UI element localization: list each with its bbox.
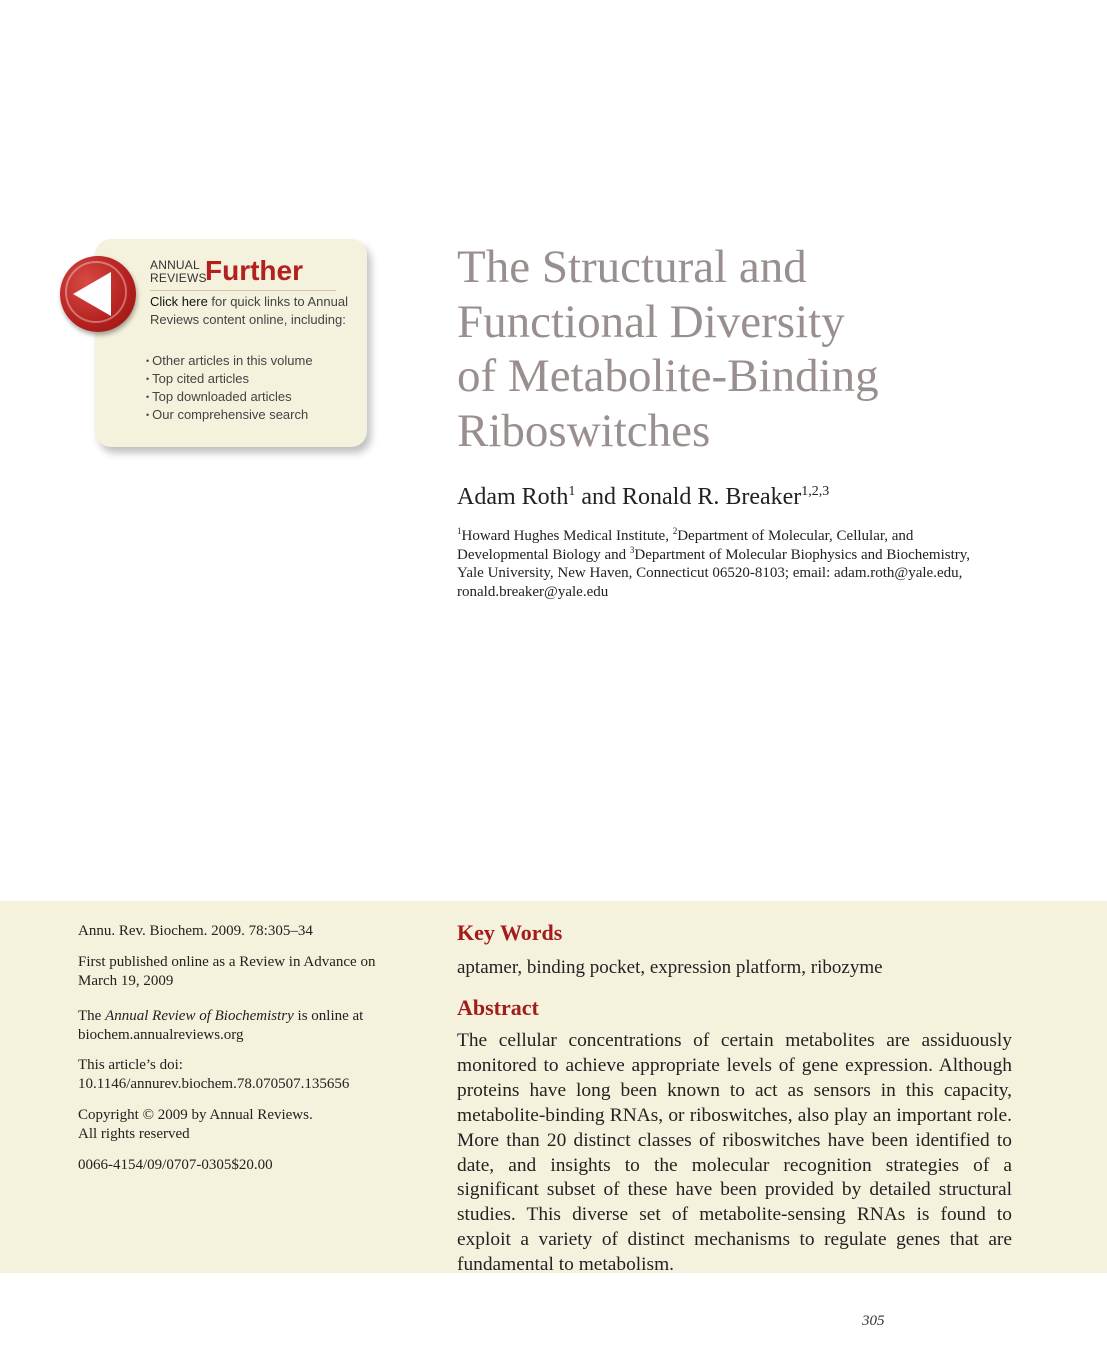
- author-name: Ronald R. Breaker: [621, 484, 802, 510]
- page-number: 305: [862, 1313, 885, 1329]
- title-line: of Metabolite-Binding: [457, 350, 879, 402]
- further-link-search[interactable]: [146, 406, 313, 424]
- author-name: Adam Roth: [457, 484, 569, 510]
- further-intro-rest: for quick links to Annual Reviews content online, including:: [150, 294, 348, 327]
- reviews-label: REVIEWS: [150, 271, 207, 285]
- title-line: Functional Diversity: [457, 295, 845, 348]
- author-conjunction: and: [575, 484, 622, 510]
- further-intro: [150, 293, 350, 329]
- abstract-heading: Abstract: [457, 995, 539, 1020]
- link-text: Top cited articles: [152, 371, 249, 386]
- annual-reviews-logo-text: [150, 259, 207, 285]
- affil-sup: 1: [457, 526, 462, 536]
- link-text: Other articles in this volume: [152, 353, 313, 368]
- title-line: The Structural and: [457, 241, 807, 293]
- author-affil-sup: 1,2,3: [801, 484, 830, 499]
- affil-sup: 2: [672, 526, 678, 536]
- online-post: is online at biochem.annualreviews.org: [78, 1008, 364, 1043]
- author-list: [457, 480, 829, 514]
- click-here-link[interactable]: Click here: [150, 294, 208, 309]
- further-label: Further: [205, 255, 303, 286]
- further-divider: [150, 290, 336, 291]
- further-link-top-downloaded[interactable]: [146, 388, 313, 406]
- back-arrow-icon[interactable]: [60, 256, 136, 332]
- keywords-text: aptamer, binding pocket, expression platform, ribozyme: [457, 957, 883, 978]
- link-text: Top downloaded articles: [152, 389, 292, 404]
- affil-sup: 3: [629, 544, 635, 555]
- copyright-block: [78, 1106, 398, 1144]
- further-links-list: [146, 352, 313, 424]
- affiliations: [457, 527, 997, 601]
- further-link-top-cited[interactable]: [146, 370, 313, 388]
- first-published: First published online as a Review in Advance on March 19, 2009: [78, 954, 376, 989]
- abstract-text: The cellular concentrations of certain metabolites are assiduously monitored to achieve appropriate levels of gene expression. Although proteins have long been known to act as sensors in this capacity, metabolite-binding RNAs, or riboswitches, also play an important role. More than 20 distinct classes of riboswitches have been identified to date, and insights to the molecular recognition strategies of a significant subset of these have been provided by detailed structural studies. This diverse set of metabolite-sensing RNAs is found to exploit a variety of distinct mechanisms to regulate genes that are fundamental to metabolism.: [457, 1030, 1012, 1276]
- article-title: [457, 240, 1017, 458]
- price-code: 0066-4154/09/0707-0305$20.00: [78, 1157, 273, 1173]
- affil-text: Department of Molecular Biophysics and Biochemistry, Yale University, New Haven, Connecticut 06520-8103; email: adam.roth@yale.edu, ronald.breaker@yale.edu: [457, 546, 971, 600]
- online-info: [78, 1007, 398, 1045]
- icon-triangle: [73, 272, 111, 316]
- rights: All rights reserved: [78, 1126, 190, 1142]
- journal-name: Annual Review of Biochemistry: [105, 1008, 294, 1024]
- doi-label: This article’s doi:: [78, 1057, 183, 1073]
- copyright: Copyright © 2009 by Annual Reviews.: [78, 1107, 313, 1123]
- author-affil-sup: 1: [568, 484, 576, 499]
- doi-block: [78, 1056, 398, 1094]
- title-line: Riboswitches: [457, 404, 711, 457]
- citation: Annu. Rev. Biochem. 2009. 78:305–34: [78, 923, 313, 939]
- annual-label: ANNUAL: [150, 258, 200, 272]
- keywords-heading: Key Words: [457, 920, 563, 945]
- doi-value[interactable]: 10.1146/annurev.biochem.78.070507.135656: [78, 1076, 350, 1092]
- link-text: Our comprehensive search: [152, 407, 309, 422]
- affil-text: Howard Hughes Medical Institute,: [461, 528, 673, 544]
- further-link-other-articles[interactable]: [146, 352, 313, 370]
- online-pre: The: [78, 1008, 106, 1024]
- affil-text: Department of Molecular, Cellular, and Developmental Biology and: [457, 528, 914, 563]
